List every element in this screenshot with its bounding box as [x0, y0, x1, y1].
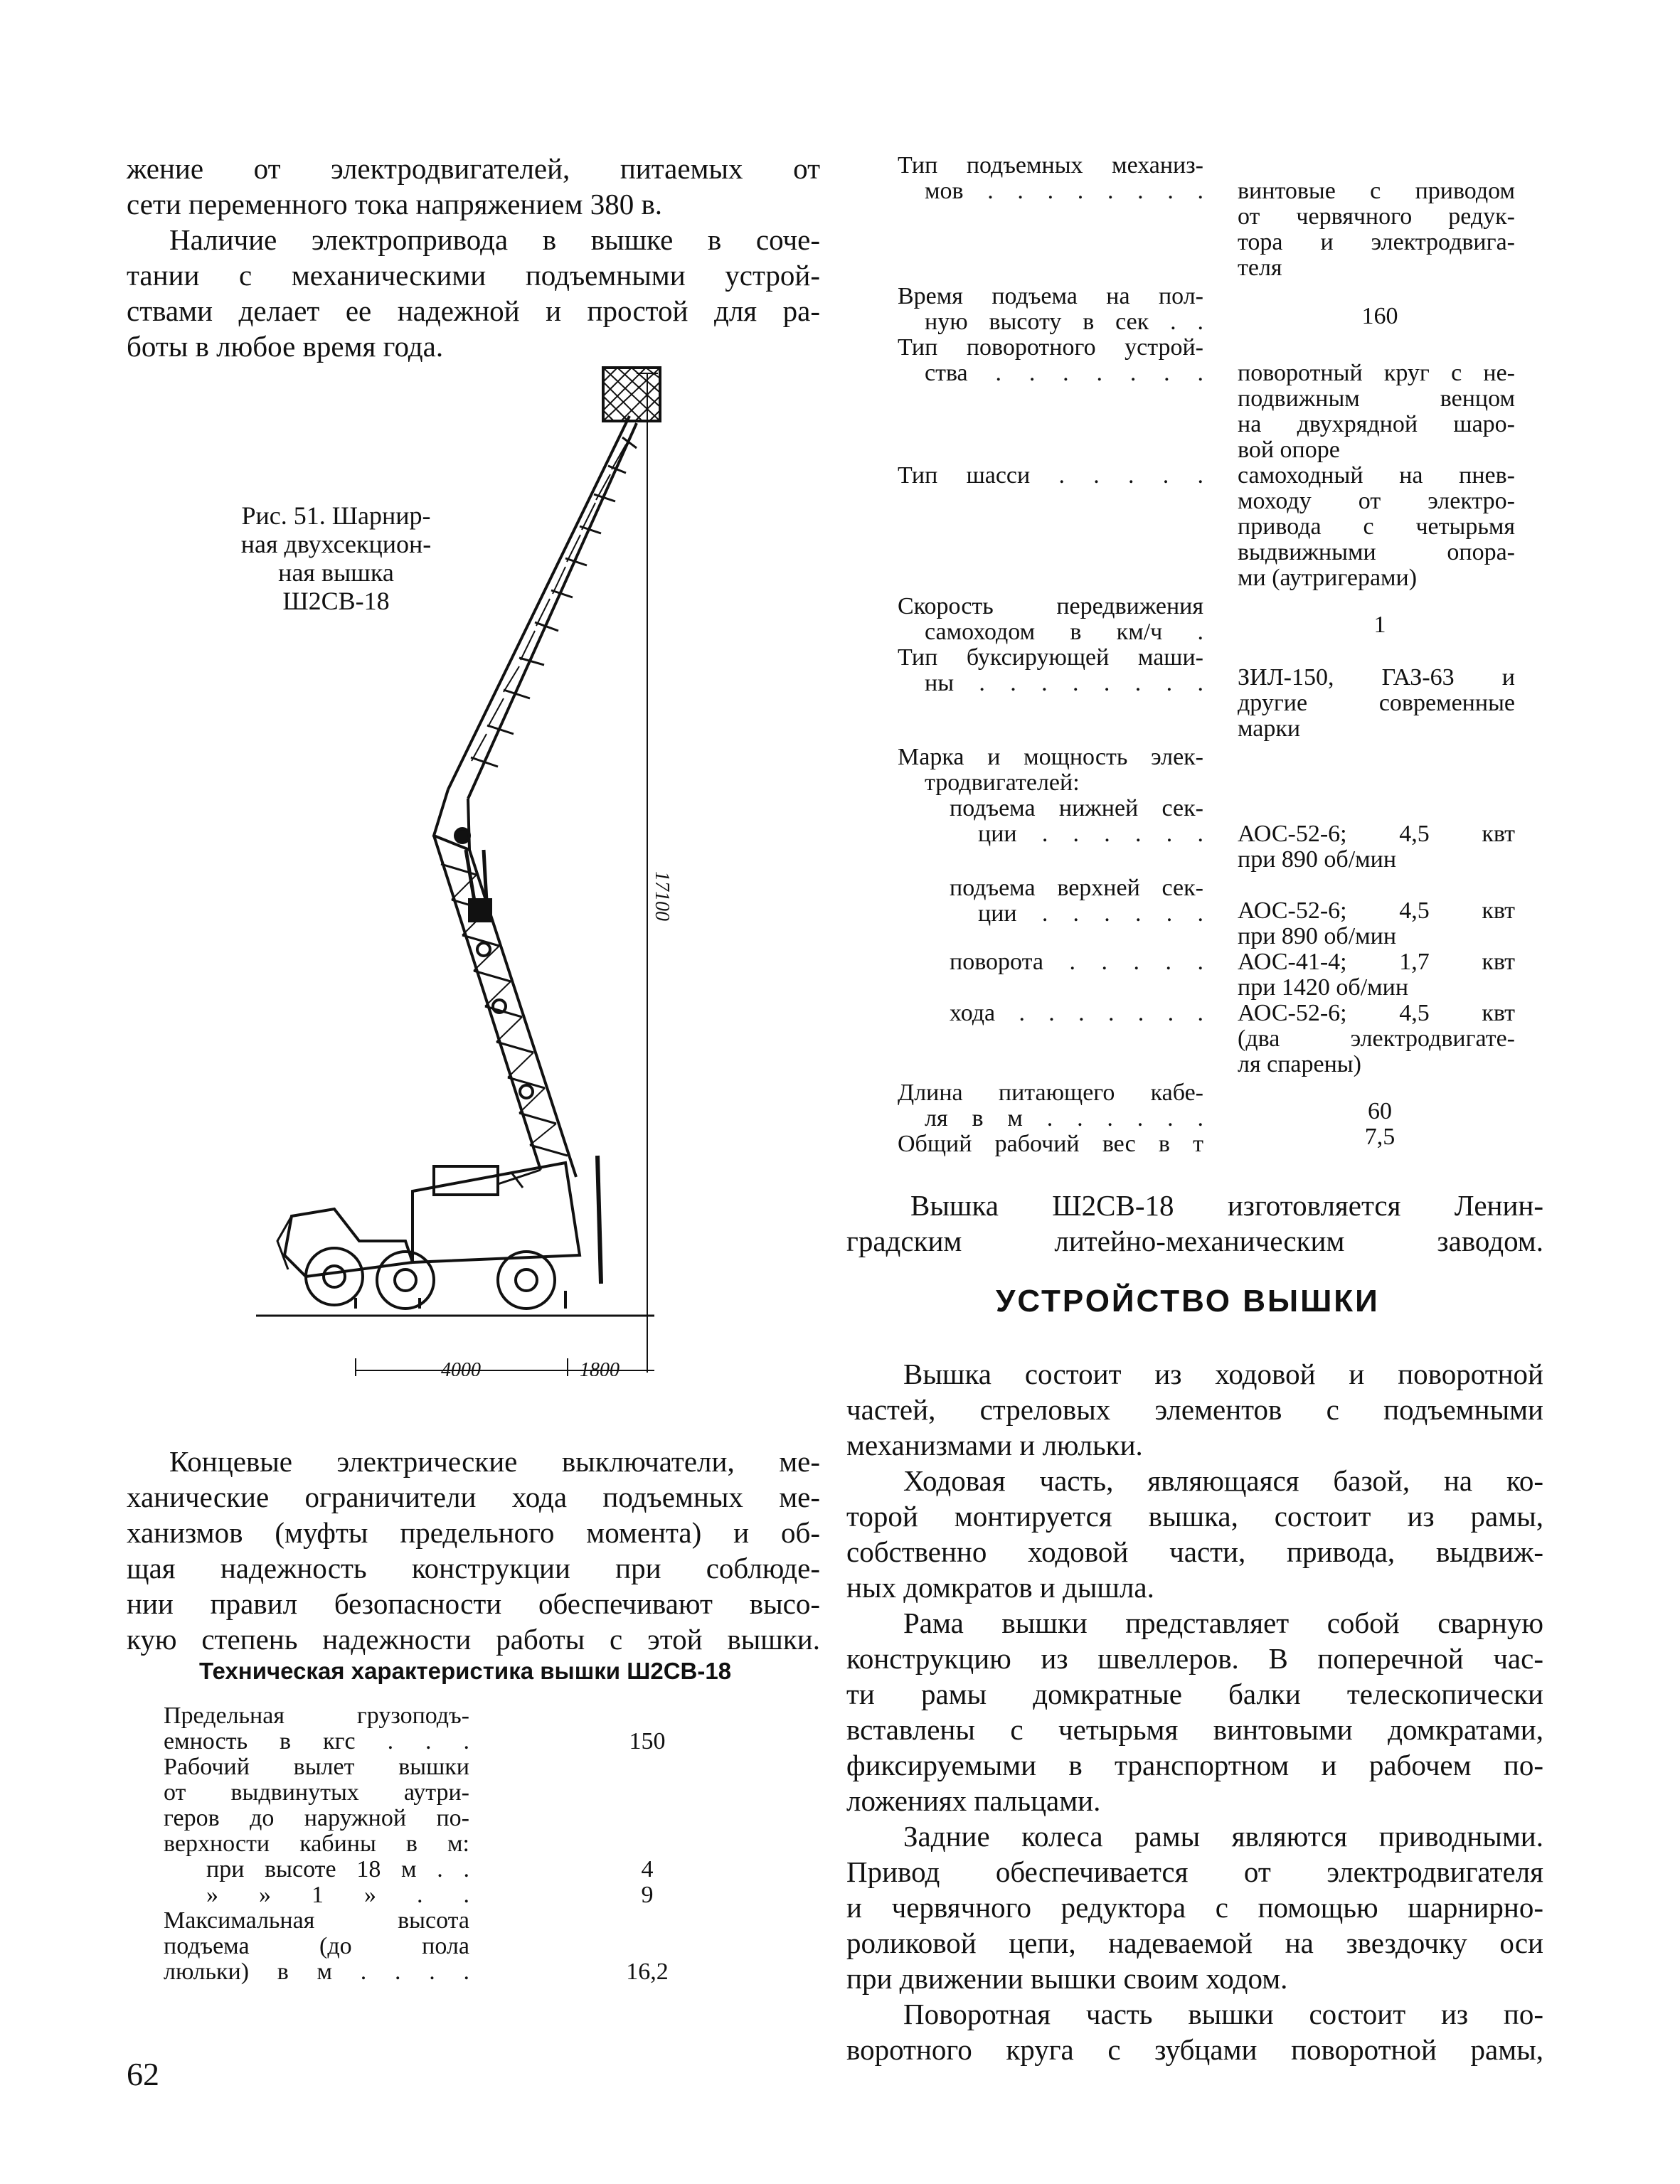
t2-row-3-value-1: поворотный круг с не- [1238, 360, 1515, 386]
t2-row-6-label-1: Тип буксирующей маши- [898, 644, 1203, 671]
right-para-5-line-1: Поворотная часть вышки состоит из по- [903, 1998, 1543, 2030]
t1-row-5-label-3: люльки) в м . . . . [164, 1959, 469, 1985]
t2-row-11-label: хода . . . . . . . [950, 1000, 1203, 1026]
right-para-4-line-3: и червячного редуктора с помощью шарнирно- [846, 1891, 1543, 1924]
left-para-3-line-6: кую степень надежности работы с этой вышки. [127, 1623, 820, 1656]
spec-table-title: Техническая характеристика вышки Ш2СВ-18 [199, 1658, 732, 1684]
t1-row-1-value: 150 [629, 1728, 666, 1754]
upper-boom [448, 416, 637, 799]
left-para-3-line-5: нии правил безопасности обеспечивают высо- [127, 1587, 820, 1620]
t2-row-3-value-3: на двухрядной шаро- [1238, 411, 1515, 437]
left-para-3-line-1: Концевые электрические выключатели, ме- [169, 1445, 820, 1478]
right-para-4-line-2: Привод обеспечивается от электродвигателя [846, 1855, 1543, 1888]
dim-overhang: 1800 [580, 1359, 620, 1376]
t1-row-3-value: 4 [641, 1856, 654, 1882]
t2-row-9-label-2: ции . . . . . . [978, 900, 1203, 927]
t2-row-2-value: 160 [1361, 303, 1398, 329]
t1-row-3-label: при высоте 18 м . . [206, 1856, 469, 1882]
t2-row-5-value: 1 [1373, 612, 1386, 638]
section-heading: УСТРОЙСТВО ВЫШКИ [996, 1284, 1380, 1319]
left-para-3-line-4: щая надежность конструкции при соблюде- [127, 1552, 820, 1584]
t2-row-10-value-1: АОС-41-4; 1,7 квт [1238, 949, 1515, 975]
tower-drawing [242, 352, 683, 1376]
t2-row-13-label: Общий рабочий вес в т [898, 1131, 1203, 1157]
t2-row-12-label-1: Длина питающего кабе- [898, 1080, 1203, 1106]
t2-row-3-value-2: подвижным венцом [1238, 385, 1515, 412]
right-para-2-line-2: торой монтируется вышка, состоит из рамы, [846, 1500, 1543, 1533]
t2-row-9-label-1: подъема верхней сек- [950, 875, 1203, 901]
t2-row-8-label-1: подъема нижней сек- [950, 795, 1203, 821]
t2-row-9-value-1: АОС-52-6; 4,5 квт [1238, 897, 1515, 924]
t1-row-2-label-1: Рабочий вылет вышки [164, 1754, 469, 1780]
t2-row-3-value-4: вой опоре [1238, 437, 1340, 463]
t1-row-2-label-3: геров до наружной по- [164, 1805, 469, 1831]
t2-row-4-value-1: самоходный на пнев- [1238, 462, 1515, 489]
caption-line: Рис. 51. Шарнир- [241, 501, 431, 530]
t2-row-8-value-1: АОС-52-6; 4,5 квт [1238, 821, 1515, 847]
t2-row-1-value-1: винтовые с приводом [1238, 178, 1515, 204]
t2-row-10-label: поворота . . . . . [950, 949, 1203, 975]
left-para-3-line-3: ханизмов (муфты предельного момента) и об- [127, 1516, 820, 1549]
caption-line: ная вышка [278, 558, 394, 587]
t1-row-2-label-2: от выдвинутых аутри- [164, 1779, 469, 1806]
t2-row-6-value-1: ЗИЛ-150, ГАЗ-63 и [1238, 664, 1515, 691]
right-para-3-line-5: фиксируемыми в транспортном и рабочем по- [846, 1749, 1543, 1781]
left-para-1-line-1: жение от электродвигателей, питаемых от [127, 152, 820, 185]
wheel-middle [377, 1252, 434, 1309]
left-para-2-line-3: ствами делает ее надежной и простой для ра- [127, 294, 820, 327]
t2-row-8-label-2: ции . . . . . . [978, 821, 1203, 847]
right-para-4-line-4: роликовой цепи, надеваемой на звездочку оси [846, 1927, 1543, 1959]
t2-row-6-label-2: ны . . . . . . . . [925, 670, 1203, 696]
t2-row-13-value: 7,5 [1364, 1124, 1395, 1150]
right-para-3-line-6: ложениях пальцами. [846, 1784, 1101, 1817]
right-para-3-line-3: ти рамы домкратные балки телескопически [846, 1678, 1543, 1710]
t2-row-9-value-2: при 890 об/мин [1238, 923, 1397, 949]
t1-row-1-label-2: емность в кгс . . . [164, 1728, 469, 1754]
t2-row-2-label-2: ную высоту в сек . . [925, 309, 1203, 335]
right-para-5-line-2: воротного круга с зубцами поворотной рамы, [846, 2033, 1543, 2066]
t2-row-5-label-2: самоходом в км/ч . [925, 619, 1203, 645]
maker-line-1: Вышка Ш2СВ-18 изготовляется Ленин- [910, 1189, 1543, 1222]
caption-line: ная двухсекцион- [240, 530, 432, 558]
left-para-2-line-1: Наличие электропривода в вышке в соче- [169, 223, 820, 256]
t2-row-1-label-2: мов . . . . . . . . [925, 178, 1203, 204]
t2-row-1-label-1: Тип подъемных механиз- [898, 152, 1203, 179]
dim-height: 17100 [651, 871, 673, 921]
right-para-3-line-2: конструкцию из швеллеров. В поперечной час- [846, 1642, 1543, 1675]
right-para-2-line-1: Ходовая часть, являющаяся базой, на ко- [903, 1464, 1543, 1497]
t2-row-4-value-2: моходу от электро- [1238, 488, 1515, 514]
t2-row-4-value-4: выдвижными опора- [1238, 539, 1515, 565]
right-para-4-line-1: Задние колеса рамы являются приводными. [903, 1820, 1543, 1853]
right-para-1-line-3: механизмами и люльки. [846, 1429, 1143, 1461]
wheel-rear [498, 1252, 555, 1309]
t2-row-11-value-3: ля спарены) [1238, 1051, 1361, 1077]
t1-row-5-label-2: подъема (до пола [164, 1933, 469, 1959]
t2-row-12-value: 60 [1368, 1098, 1392, 1124]
t2-row-7-label-2: тродвигателей: [925, 769, 1080, 796]
t2-row-11-value-1: АОС-52-6; 4,5 квт [1238, 1000, 1515, 1026]
left-para-3-line-2: ханические ограничители хода подъемных ме- [127, 1481, 820, 1513]
right-para-4-line-5: при движении вышки своим ходом. [846, 1962, 1288, 1995]
t1-row-4-label: » » 1 » . . [206, 1882, 469, 1908]
t2-row-3-label-2: ства . . . . . . . [925, 360, 1203, 386]
page-number: 62 [127, 2056, 159, 2092]
caption-line: Ш2СВ-18 [282, 587, 390, 615]
t1-row-5-label-1: Максимальная высота [164, 1907, 469, 1934]
t2-row-12-label-2: ля в м . . . . . . [925, 1105, 1203, 1131]
right-para-2-line-3: собственно ходовой части, привода, выдвиж- [846, 1535, 1543, 1568]
dim-base: 4000 [441, 1359, 481, 1376]
t1-row-2-label-4: верхности кабины в м: [164, 1831, 469, 1857]
t1-row-4-value: 9 [641, 1882, 654, 1908]
right-para-2-line-4: ных домкратов и дышла. [846, 1571, 1154, 1604]
t2-row-5-label-1: Скорость передвижения [898, 593, 1203, 619]
right-para-1-line-1: Вышка состоит из ходовой и поворотной [903, 1358, 1543, 1390]
t2-row-8-value-2: при 890 об/мин [1238, 846, 1397, 873]
t2-row-3-label-1: Тип поворотного устрой- [898, 334, 1203, 361]
t2-row-4-label: Тип шасси . . . . . [898, 462, 1203, 489]
maker-line-2: градским литейно-механическим заводом. [846, 1225, 1543, 1257]
left-para-1-line-2: сети переменного тока напряжением 380 в. [127, 188, 663, 220]
t2-row-1-value-3: тора и электродвига- [1238, 229, 1515, 255]
t2-row-4-value-3: привода с четырьмя [1238, 513, 1515, 540]
t2-row-10-value-2: при 1420 об/мин [1238, 974, 1409, 1001]
t2-row-7-label-1: Марка и мощность элек- [898, 744, 1203, 770]
right-para-3-line-4: вставлены с четырьмя винтовыми домкратами, [846, 1713, 1543, 1746]
t2-row-6-value-3: марки [1238, 715, 1301, 742]
t2-row-4-value-5: ми (аутригерами) [1238, 565, 1418, 591]
t1-row-1-label-1: Предельная грузоподъ- [164, 1703, 469, 1729]
t1-row-5-value: 16,2 [626, 1959, 669, 1985]
left-para-2-line-4: боты в любое время года. [127, 330, 444, 363]
left-para-2-line-2: тании с механическими подъемными устрой- [127, 259, 820, 292]
t2-row-1-value-2: от червячного редук- [1238, 203, 1515, 230]
t2-row-2-label-1: Время подъема на пол- [898, 283, 1203, 309]
right-para-3-line-1: Рама вышки представляет собой сварную [903, 1607, 1543, 1639]
t2-row-6-value-2: другие современные [1238, 690, 1515, 716]
right-para-1-line-2: частей, стреловых элементов с подъемными [846, 1393, 1543, 1426]
t2-row-11-value-2: (два электродвигате- [1238, 1026, 1515, 1052]
chassis [413, 1163, 580, 1262]
t2-row-1-value-4: теля [1238, 255, 1282, 281]
